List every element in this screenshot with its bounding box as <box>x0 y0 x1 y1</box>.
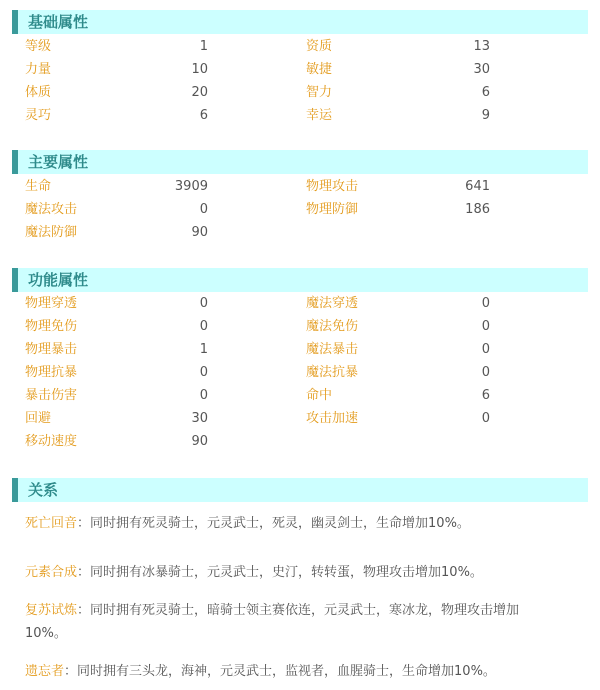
stat-label: 物理抗暴 <box>25 365 78 380</box>
stat-value: 0 <box>199 388 208 403</box>
stat-label: 攻击加速 <box>306 411 359 426</box>
section-header-main <box>12 150 588 174</box>
relation-text-continued: 10%。 <box>25 626 67 641</box>
stat-label: 力量 <box>25 62 52 77</box>
relation-separator: ： <box>77 516 91 531</box>
stat-value: 0 <box>199 319 208 334</box>
section-title-basic: 基础属性 <box>28 13 89 31</box>
stat-value: 90 <box>191 225 208 240</box>
stat-value: 0 <box>481 319 490 334</box>
stat-value: 641 <box>465 179 490 194</box>
stat-value: 1 <box>199 39 208 54</box>
stat-label: 暴击伤害 <box>25 388 78 403</box>
relation-item <box>25 513 570 535</box>
stat-value: 6 <box>481 388 490 403</box>
stat-value: 0 <box>481 411 490 426</box>
stat-value: 0 <box>481 342 490 357</box>
relation-name: 死亡回音 <box>25 516 78 531</box>
stat-value: 3909 <box>174 179 208 194</box>
relation-text: 同时拥有死灵骑士，元灵武士，死灵，幽灵剑士，生命增加10%。 <box>90 516 470 531</box>
relation-item <box>25 600 570 622</box>
relation-item <box>25 562 570 584</box>
stat-label: 魔法防御 <box>25 225 78 240</box>
stat-value: 0 <box>481 365 490 380</box>
section-header-functional <box>12 268 588 292</box>
stat-label: 魔法穿透 <box>306 296 359 311</box>
stat-value: 30 <box>191 411 208 426</box>
relation-name: 元素合成 <box>25 565 78 580</box>
section-title-relations: 关系 <box>28 481 59 499</box>
section-header-basic <box>12 10 588 34</box>
section-title-main: 主要属性 <box>28 153 89 171</box>
stat-label: 物理防御 <box>306 202 359 217</box>
section-title-functional: 功能属性 <box>28 271 89 289</box>
stat-label: 物理攻击 <box>306 179 359 194</box>
relation-text: 同时拥有三头龙，海神，元灵武士，监视者，血腥骑士，生命增加10%。 <box>77 664 496 679</box>
relation-item <box>25 661 570 683</box>
stat-value: 1 <box>199 342 208 357</box>
stat-value: 0 <box>199 296 208 311</box>
stat-label: 资质 <box>306 39 333 54</box>
stat-value: 6 <box>199 108 208 123</box>
stat-label: 命中 <box>306 388 333 403</box>
stat-value: 13 <box>473 39 490 54</box>
stat-label: 移动速度 <box>25 434 78 449</box>
relation-name: 遗忘者 <box>25 664 65 679</box>
section-header-relations <box>12 478 588 502</box>
stat-label: 魔法免伤 <box>306 319 359 334</box>
stat-label: 幸运 <box>306 108 333 123</box>
stat-value: 0 <box>199 365 208 380</box>
stat-value: 186 <box>465 202 490 217</box>
relation-text: 同时拥有死灵骑士，暗骑士领主赛依连，元灵武士，寒冰龙，物理攻击增加 <box>90 603 520 618</box>
stat-label: 物理免伤 <box>25 319 78 334</box>
stat-value: 0 <box>481 296 490 311</box>
stat-value: 0 <box>199 202 208 217</box>
relation-name: 复苏试炼 <box>25 603 78 618</box>
relation-separator: ： <box>77 603 91 618</box>
stat-label: 体质 <box>25 85 52 100</box>
stat-label: 回避 <box>25 411 52 426</box>
stat-label: 魔法攻击 <box>25 202 78 217</box>
stat-value: 10 <box>191 62 208 77</box>
stat-label: 魔法抗暴 <box>306 365 359 380</box>
stat-value: 6 <box>481 85 490 100</box>
stat-label: 敏捷 <box>306 62 333 77</box>
stat-value: 20 <box>191 85 208 100</box>
stat-value: 30 <box>473 62 490 77</box>
stat-label: 生命 <box>25 179 52 194</box>
stat-label: 智力 <box>306 85 333 100</box>
stat-value: 9 <box>481 108 490 123</box>
stat-label: 等级 <box>25 39 52 54</box>
stat-label: 物理穿透 <box>25 296 78 311</box>
stat-label: 魔法暴击 <box>306 342 359 357</box>
relation-separator: ： <box>77 565 91 580</box>
stat-value: 90 <box>191 434 208 449</box>
stat-label: 灵巧 <box>25 108 52 123</box>
relation-text: 同时拥有冰暴骑士，元灵武士，史汀，转转蛋，物理攻击增加10%。 <box>90 565 483 580</box>
relation-separator: ： <box>64 664 78 679</box>
stat-label: 物理暴击 <box>25 342 78 357</box>
